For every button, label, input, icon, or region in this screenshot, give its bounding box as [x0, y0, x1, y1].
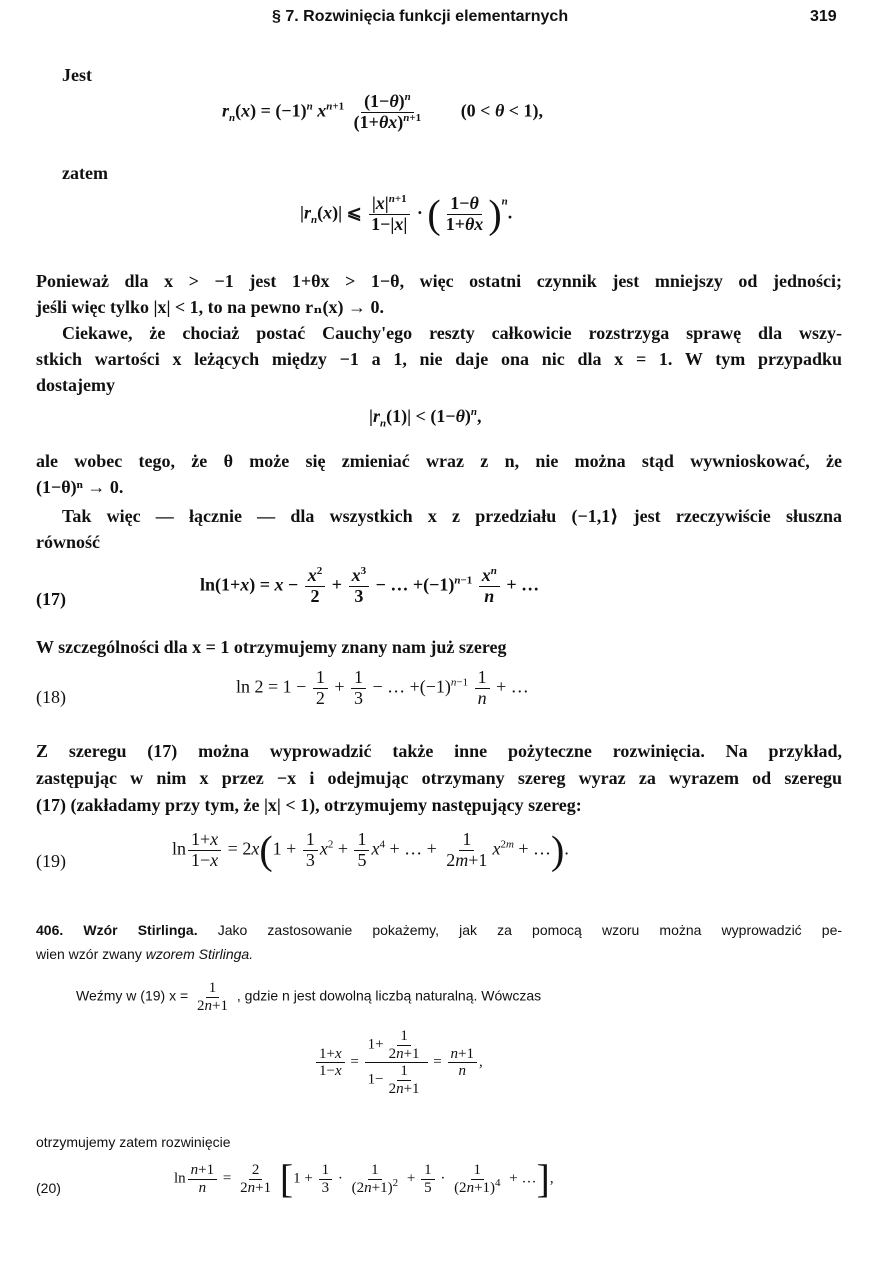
section-406-number: 406. — [36, 922, 64, 938]
paragraph-2-line-3: dostajemy — [36, 375, 115, 395]
section-406-title: Wzór Stirlinga. — [83, 922, 198, 938]
paragraph-1-line-2: jeśli więc tylko |x| < 1, to na pewno rₙ(x) → 0. — [36, 297, 384, 317]
nested-fraction-formula: $\frac{1+x}{1-x}$ = 1+ $\frac{1}{2n+1}$ 1− $\frac{1}{2n+1}$ = $\frac{n+1}{n}$ , — [314, 1028, 483, 1097]
section-406-paragraph-3: otrzymujemy zatem rozwinięcie — [36, 1134, 231, 1150]
paragraph-4-line-1: Tak więc — łącznie — dla wszystkich x z przedziału (−1,1⟩ jest rzeczywiście słuszna — [62, 506, 842, 526]
equation-18: ln 2 = 1 − $\frac{1}{2}$ + $\frac{1}{3}$ − … $+(-1)^{n-1}$ $\frac{1}{n}$ + … — [236, 667, 529, 708]
remainder-at-one-formula: $|r_n(1)| < (1-\theta)^n$, — [369, 406, 482, 430]
equation-20: ln $\frac{n+1}{n}$ = $\frac{2}{2n+1}$ [1 + $\frac{1}{3}$ · $\frac{1}{(2n+1)^2}$ + $\frac{1}{5}$ · $\frac{1}{(2n+1)^4}$ + …], — [174, 1156, 554, 1201]
running-head: § 7. Rozwinięcia funkcji elementarnych — [272, 8, 569, 25]
equation-19-label: (19) — [36, 851, 66, 871]
paragraph-2-line-2: stkich wartości x leżących między −1 a 1, nie daje ona nic dla x = 1. W tym przypadku — [36, 349, 842, 369]
word-zatem: zatem — [62, 163, 108, 183]
section-406-line-1 — [36, 920, 842, 940]
remainder-formula: $r_n(x) = (-1)^n$ $x^{n+1}$ $\frac{(1-\theta)^n}{(1+\theta x)^{n+1}}$ (0 < θ < 1), — [222, 91, 544, 132]
paragraph-6-line-1: Z szeregu (17) można wyprowadzić także inne pożyteczne rozwinięcia. Na przykład, — [36, 741, 842, 761]
equation-18-label: (18) — [36, 687, 66, 707]
word-jest: Jest — [62, 65, 92, 85]
paragraph-3-line-2: (1−θ)ⁿ → 0. — [36, 477, 124, 497]
section-406-line-2: wien wzór zwany wzorem Stirlinga. — [36, 946, 254, 962]
equation-17-label: (17) — [36, 589, 66, 609]
page-number: 319 — [810, 8, 837, 25]
paragraph-6-line-2: zastępując w nim x przez −x i odejmując otrzymany szereg wyraz za wyrazem od szeregu — [36, 768, 842, 788]
equation-20-label: (20) — [36, 1180, 61, 1196]
equation-19: ln $\frac{1+x}{1-x}$ = 2x(1 + $\frac{1}{3}$ $x^2$ + $\frac{1}{5}$ $x^4$ + … + $\frac{1}{2m+1}$ $x^{2m}$ + …). — [172, 827, 569, 873]
paragraph-1-line-1: Ponieważ dla x > −1 jest 1+θx > 1−θ, więc ostatni czynnik jest mniejszy od jedności; — [36, 271, 842, 291]
stirling-formula-term: wzorem Stirlinga. — [145, 946, 254, 962]
section-406-paragraph-2: Weźmy w (19) x = $\frac{1}{2n+1}$ , gdzie n jest dowolną liczbą naturalną. Wówczas — [76, 980, 542, 1014]
section-406-intro: Jako zastosowanie pokażemy, jak za pomocą wzoru można wyprowadzić pe- — [217, 922, 843, 938]
paragraph-6-line-3: (17) (zakładamy przy tym, że |x| < 1), otrzymujemy następujący szereg: — [36, 795, 582, 815]
paragraph-5: W szczególności dla x = 1 otrzymujemy znany nam już szereg — [36, 637, 507, 657]
equation-17: ln(1+x) = x − $\frac{x^2}{2}$ + $\frac{x^3}{3}$ − … $+(-1)^{n-1}$ $\frac{x^n}{n}$ + … — [200, 565, 540, 606]
paragraph-4-line-2: równość — [36, 532, 100, 552]
paragraph-2-line-1: Ciekawe, że chociaż postać Cauchy'ego reszty całkowicie rozstrzyga sprawę dla wszy- — [62, 323, 842, 343]
paragraph-3-line-1: ale wobec tego, że θ może się zmieniać wraz z n, nie można stąd wywnioskować, że — [36, 451, 842, 471]
bound-formula: $|r_n(x)|$ ⩽ $\frac{|x|^{n+1}}{1-|x|}$ · ( $\frac{1-\theta}{1+\theta x}$ )$^n$. — [300, 191, 513, 237]
